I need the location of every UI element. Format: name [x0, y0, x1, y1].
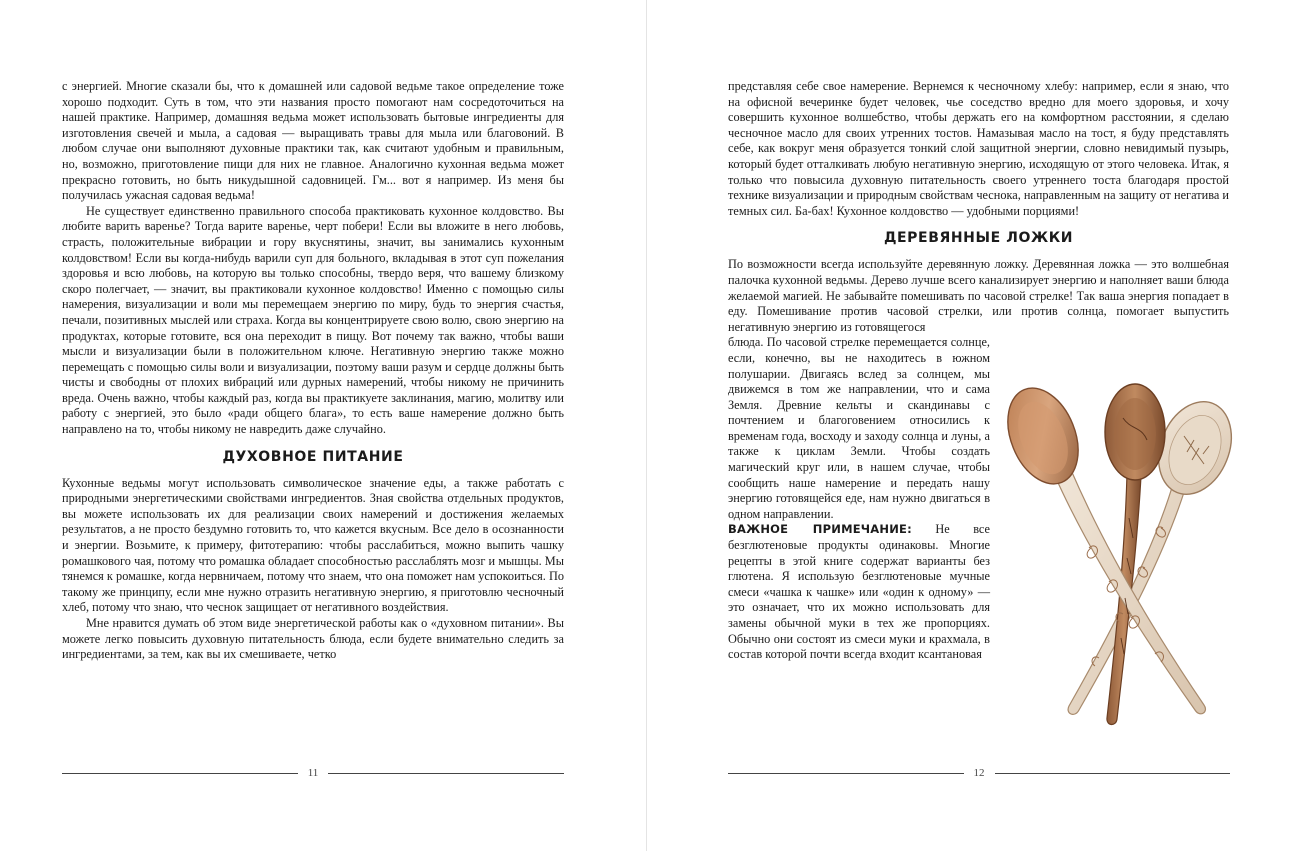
- footer-rule-right-a: [728, 773, 964, 774]
- right-paragraph-1: представляя себе свое намерение. Вернемся к чесночному хлебу: например, если я знаю, что на офисной вечеринке будет человек, чье соседство вредно для моего здоровья, и хочу совершить кухонное волшебство, чтобы держать его на комфортном расстоянии, я сделаю чесночное масло для своих утренних тостов. Намазывая масло на тост, я буду представлять себе, как вокруг меня образуется тонкий слой защитной энергии, словно невидимый пузырь, который будет отталкивать любую негативную энергию, исходящую от этого человека. Итак, я только что повысила духовную питательность своего утреннего тоста благодаря простой технике визуализации и природным свойствам чеснока, направленным на защиту от негатива и темных сил. Ба-бах! Кухонное колдовство — удобными порциями!: [728, 79, 1229, 218]
- right-page-footer: [728, 765, 1230, 781]
- left-paragraph-3: Кухонные ведьмы могут использовать символическое значение еды, а также работать с природными энергетическими свойствами ингредиентов. Зная свойства отдельных продуктов, вы можете использовать их для реализации своих намерений и достижения желаемых результатов, а не просто бездумно готовить то, что кажется вкусным. Все дело в осознанности и энергии. Возьмите, к примеру, фитотерапию: чтобы расслабиться, можно выпить чашку ромашкового чая, потому что ромашка обладает способностью расслаблять мозг и мышцы. Мы тянемся к ромашке, когда нервничаем, потому что знаем, что она поможет нам успокоиться. По такому же принципу, если мне нужно отразить негативную энергию, я приготовлю чесночный хлеб, потому что знаю, что чеснок защищает от негативного воздействия.: [62, 475, 564, 615]
- important-note-text: Не все безглютеновые продукты одинаковы. Многие рецепты в этой книге содержат варианты без глютена. Я использую безглютеновые мучные смеси «чашка к чашке» или «один к одному» — это означает, что их можно использовать для замены обычной муки в тех же пропорциях. Обычно они состоят из смеси муки и крахмала, в состав которой почти всегда входит ксантановая: [728, 522, 990, 662]
- page-number-11: 11: [307, 767, 319, 779]
- left-page-body: [62, 79, 564, 663]
- left-paragraph-4: Мне нравится думать об этом виде энергетической работы как о «духовном питании». Вы можете легко повысить духовную питательность блюда, если будете внимательно следить за ингредиентами, за тем, как вы их смешиваете, четко: [62, 616, 564, 662]
- heading-wooden-spoons: ДЕРЕВЯННЫЕ ЛОЖКИ: [883, 230, 1074, 247]
- left-page: [0, 0, 646, 851]
- important-note: [728, 522, 990, 662]
- page-number-12: 12: [973, 767, 985, 779]
- right-wrapped-column: [728, 335, 990, 662]
- footer-rule-right-b: [995, 773, 1231, 774]
- left-paragraph-1: с энергией. Многие сказали бы, что к домашней или садовой ведьме такое определение тоже хорошо подходит. Суть в том, что эти названия просто помогают нам сосредоточиться на нашей практике. Например, домашняя ведьма может использовать бытовые ингредиенты для изготовления свечей и мыла, а садовая — выращивать травы для мыла или благовоний. В любом случае они выполняют духовные практики так, как считают удобным и правильным, но, возможно, приготовление пищи для них не главное. Аналогично кухонная ведьма может прекрасно готовить, но быть никудышной садовницей. Гм... вот я например. Из меня бы получилась ужасная садовая ведьма!: [62, 79, 564, 203]
- wooden-spoons-icon: [999, 378, 1239, 738]
- footer-rule-left-a: [62, 773, 298, 774]
- footer-rule-left-b: [328, 773, 564, 774]
- right-paragraph-2: По возможности всегда используйте деревянную ложку. Деревянная ложка — это волшебная палочка кухонной ведьмы. Дерево лучше всего канализирует энергию и наполняет ваши блюда желаемой магией. Не забывайте помешивать по часовой стрелке! Так ваша энергия попадает в еду. Помешивание против часовой стрелки, или против солнца, помогает выпустить негативную энергию из готовящегося: [728, 257, 1229, 334]
- important-note-label: ВАЖНОЕ ПРИМЕЧАНИЕ:: [728, 522, 912, 537]
- heading-spiritual-nutrition: ДУХОВНОЕ ПИТАНИЕ: [222, 448, 404, 465]
- left-paragraph-2: Не существует единственно правильного способа практиковать кухонное колдовство. Вы любите варить варенье? Тогда варите варенье, черт побери! Если вы вложите в него любовь, страсть, положительные вибрации и гору вкуснятины, значит, вы занимались кухонным колдовством! Если вы когда-нибудь варили суп для больного, вкладывая в этот суп пожелания здоровья и всю любовь, на которую вы только способны, твердо веря, что вашему близкому скоро полегчает, — значит, вы практиковали кухонное колдовство! Именно с помощью силы намерения, визуализации и воли мы перемещаем энергию по миру, будь то энергия счастья, печали, позитивных мыслей или страха. Когда вы концентрируете свою волю, свою энергию на продуктах, которые готовите, вся она переходит в пищу. Вот почему так важно, чтобы ваши мысли и визуализации были в положительном ключе. Негативную энергию также можно перемещать с помощью силы воли и визуализации, поэтому ваши разум и сердце должны быть чисты и свободны от плохих вибраций или дурных намерений, чтобы никому не причинить вреда. Очень важно, чтобы каждый раз, когда вы практикуете заклинания, магию, молитву или работу с энергией, это было «ради общего блага», то есть ваше намерение должно быть направлено на то, чтобы никому не навредить даже случайно.: [62, 203, 564, 437]
- left-page-footer: [62, 765, 564, 781]
- right-page: [647, 0, 1294, 851]
- right-paragraph-3: блюда. По часовой стрелке перемещается солнце, если, конечно, вы не находитесь в южном полушарии. Двигаясь вслед за солнцем, мы движемся в том же направлении, что и сама Земля. Древние кельты и скандинавы с почтением и благоговением относились к временам года, восходу и заходу солнца и луны, а также к циклам Земли. Чтобы создать магический круг или, в нашем случае, чтобы сообщить наше намерение и передать нашу энергию готовящейся еде, нам нужно двигаться в одном направлении.: [728, 335, 990, 521]
